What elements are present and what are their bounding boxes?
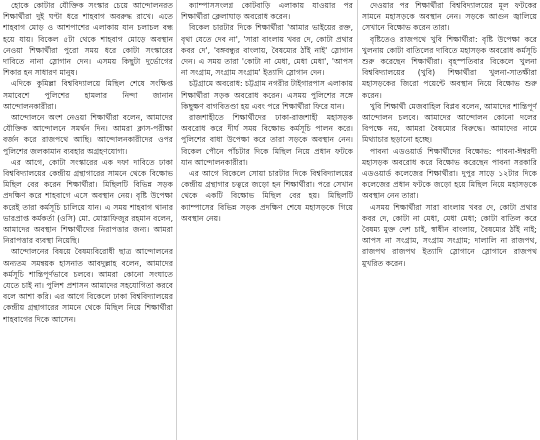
article-column-2 <box>181 0 353 440</box>
column-1-paragraph: আন্দোলনের বিষয়ে বৈষম্যবিরোধী ছাত্র আন্দোলনের অন্যতম সমন্বয়ক হাসনাত আবদুল্লাহ বলেন, আমাদের কর্মসূচি শান্তিপূর্ণভাবে চলবে। আমরা কোনো সংঘাতে যেতে চাই না। পুলিশ প্রশাসন আমাদের সহযোগিতা করবে বলে আশা করি। এর আগে বিকেলে ঢাকা বিশ্ববিদ্যালয়ের কেন্দ্রীয় গ্রন্থাগারের সামনে থেকে মিছিল নিয়ে শিক্ষার্থীরা শাহবাগের দিকে আসেন। <box>3 247 173 324</box>
column-2-paragraph: এর আগে বিকেলে সোয়া চারটার দিকে বিশ্ববিদ্যালয়ের কেন্দ্রীয় গ্রন্থাগার চত্বরে জড়ো হন শিক্ষার্থীরা। পরে সেখান থেকে একটি বিক্ষোভ মিছিল বের হয়। মিছিলটি ক্যাম্পাসের বিভিন্ন সড়ক প্রদক্ষিণ শেষে মহাসড়কে গিয়ে অবস্থান নেয়। <box>181 169 353 223</box>
column-2-paragraph: ক্যাম্পাসসংলগ্ন কোটবাড়ি এলাকায় যাওয়ার পর শিক্ষার্থীরা ক্লেলাঘাড় অবরোধ করেন। <box>181 1 353 22</box>
column-1-paragraph: এদিকে কুমিল্লা বিশ্ববিদ্যালয়ে মিছিল শেষে সংক্ষিপ্ত সমাবেশে পুলিশের হামলার নিন্দা জানান আন্দোলনকারীরা। <box>3 79 173 111</box>
column-2-paragraph: বিকেল চারটার দিকে শিক্ষার্থীরা 'আমার ভাইয়ের রক্ত, বৃথা যেতে দেব না', 'সারা বাংলায় খবর দে, কোটা প্রথার কবর দে', 'বঙ্গবন্ধুর বাংলায়, বৈষম্যের ঠাঁই নাই' স্লোগান দেন। এ সময় তারা 'কোটা না মেধা, মেধা মেধা', 'আপস না সংগ্রাম, সংগ্রাম সংগ্রাম' ইত্যাদি স্লোগান দেন। <box>181 23 353 78</box>
column-1-paragraph: আন্দোলনে অংশ নেওয়া শিক্ষার্থীরা বলেন, আমাদের যৌক্তিক আন্দোলনে সমর্থন দিন। আমরা ক্লাস-পরীক্ষা বর্জন করে রাজপথে আছি। আন্দোলনকারীদের ওপর পুলিশের জলকামান ব্যবহার অগ্রহণযোগ্য। <box>3 113 173 156</box>
column-3-paragraph: খুবি শিক্ষার্থী মেজবাহিল বিপ্লব বলেন, আমাদের শান্তিপূর্ণ আন্দোলন চলবে। আমাদের আন্দোলন কোনো দলের বিপক্ষে নয়, আমরা বৈষম্যের বিরুদ্ধে। আমাদের নামে মিথ্যাচার ছড়ানো হচ্ছে। <box>362 101 537 145</box>
article-column-3 <box>362 0 537 440</box>
column-2-paragraph: রাজশাহীতে শিক্ষার্থীদের ঢাকা-রাজশাহী মহাসড়ক অবরোধ করে দীর্ঘ সময় বিক্ষোভ কর্মসূচি পালন করে। পুলিশের বাধা উপেক্ষা করে তারা সড়কে অবস্থান নেন। বিকেল পৌনে পাঁচটার দিকে মিছিল নিয়ে প্রধান ফটকে যান আন্দোলনকারীরা। <box>181 113 353 167</box>
column-3-paragraph: পাবনা এডওয়ার্ড শিক্ষার্থীদের বিক্ষোভ: পাবনা-ঈশ্বরদী মহাসড়ক অবরোধ করে বিক্ষোভ করেছেন পাবনা সরকারি এডওয়ার্ড কলেজের শিক্ষার্থীরা। দুপুর সাড়ে ১২টার দিকে কলেজের প্রধান ফটকে জড়ো হয়ে মিছিল নিয়ে মহাসড়কে অবস্থান নেন তারা। <box>362 146 537 201</box>
column-3-paragraph: দেওয়ার পর শিক্ষার্থীরা বিশ্ববিদ্যালয়ের মূল ফটকের সামনে মহাসড়কে অবস্থান নেন। সড়কে আগুন জ্বালিয়ে সেখানে বিক্ষোভ করেন তারা। <box>362 1 537 33</box>
column-3-paragraph: এসময় শিক্ষার্থীরা সারা বাংলায় খবর দে, কোটা প্রথার কবর দে, কোটা না মেধা, মেধা মেধা; কোটা বাতিল করে বৈষম্য মুক্ত দেশ চাই, স্বাধীন বাংলায়, বৈষম্যের ঠাঁই নাই; আপস না সংগ্রাম, সংগ্রাম সংগ্রাম; দালালি না রাজপথ, রাজপথ রাজপথ ইত্যাদি স্লোগানে স্লোগানে রাজপথ মুখরিত করেন। <box>362 202 537 268</box>
column-1-paragraph: এর আগে, কোটা সংস্কারের এক দফা দাবিতে ঢাকা বিশ্ববিদ্যালয়ের কেন্দ্রীয় গ্রন্থাগারের সামনে থেকে বিক্ষোভ মিছিল বের করেন শিক্ষার্থীরা। মিছিলটি বিভিন্ন সড়ক প্রদক্ষিণ করে শাহবাগে এসে অবস্থান নেয়। বৃষ্টি উপেক্ষা করেই তারা কর্মসূচি চালিয়ে যান। এ সময় শাহবাগ থানার ভারপ্রাপ্ত কর্মকর্তা (ওসি) মো. মোস্তাফিজুর রহমান বলেন, আমাদের অবস্থান শিক্ষার্থীদের নিরাপত্তার জন্য। আমরা নিরাপত্তার ব্যবস্থা নিয়েছি। <box>3 157 173 246</box>
column-3-paragraph: বৃষ্টিতেও রাজপথে খুবি শিক্ষার্থীরা: বৃষ্টি উপেক্ষা করে খুলনায় কোটা বাতিলের দাবিতে মহাসড়ক অবরোধ কর্মসূচি শুরু করেছেন শিক্ষার্থীরা। বৃহস্পতিবার বিকেলে খুলনা বিশ্ববিদ্যালয়ের (খুবি) শিক্ষার্থীরা খুলনা-সাতক্ষীরা মহাসড়কের জিরো পয়েন্টে অবস্থান নিয়ে বিক্ষোভ শুরু করেন। <box>362 34 537 100</box>
column-1-paragraph: হোকে কোটার যৌক্তিক সংস্কার চেয়ে আন্দোলনরত শিক্ষার্থীরা দুই ঘণ্টা ধরে শাহবাগ অবরুদ্ধ রাখে। এতে শাহবাগ মোড় ও আশপাশের এলাকায় যান চলাচল বন্ধ হয়ে যায়। বিকেল ৫টা থেকে শাহবাগ মোড়ে অবস্থান নেওয়া শিক্ষার্থীরা পুরো সময় ধরে কোটা সংস্কারের দাবিতে নানা স্লোগান দেন। এসময় কিছুটা দুর্ভোগের শিকার হন সাধারণ মানুষ। <box>3 1 173 78</box>
column-2-paragraph: চট্টগ্রামে অবরোধ: চট্টগ্রাম নগরীর টাইগারপাস এলাকায় শিক্ষার্থীরা সড়ক অবরোধ করেন। এসময় পুলিশের সঙ্গে কিছুক্ষণ বাগবিতণ্ডা হয় এবং পরে শিক্ষার্থীরা ফিরে যান। <box>181 79 353 111</box>
column-divider <box>357 0 358 440</box>
article-column-1 <box>3 0 173 440</box>
column-divider <box>176 0 177 440</box>
